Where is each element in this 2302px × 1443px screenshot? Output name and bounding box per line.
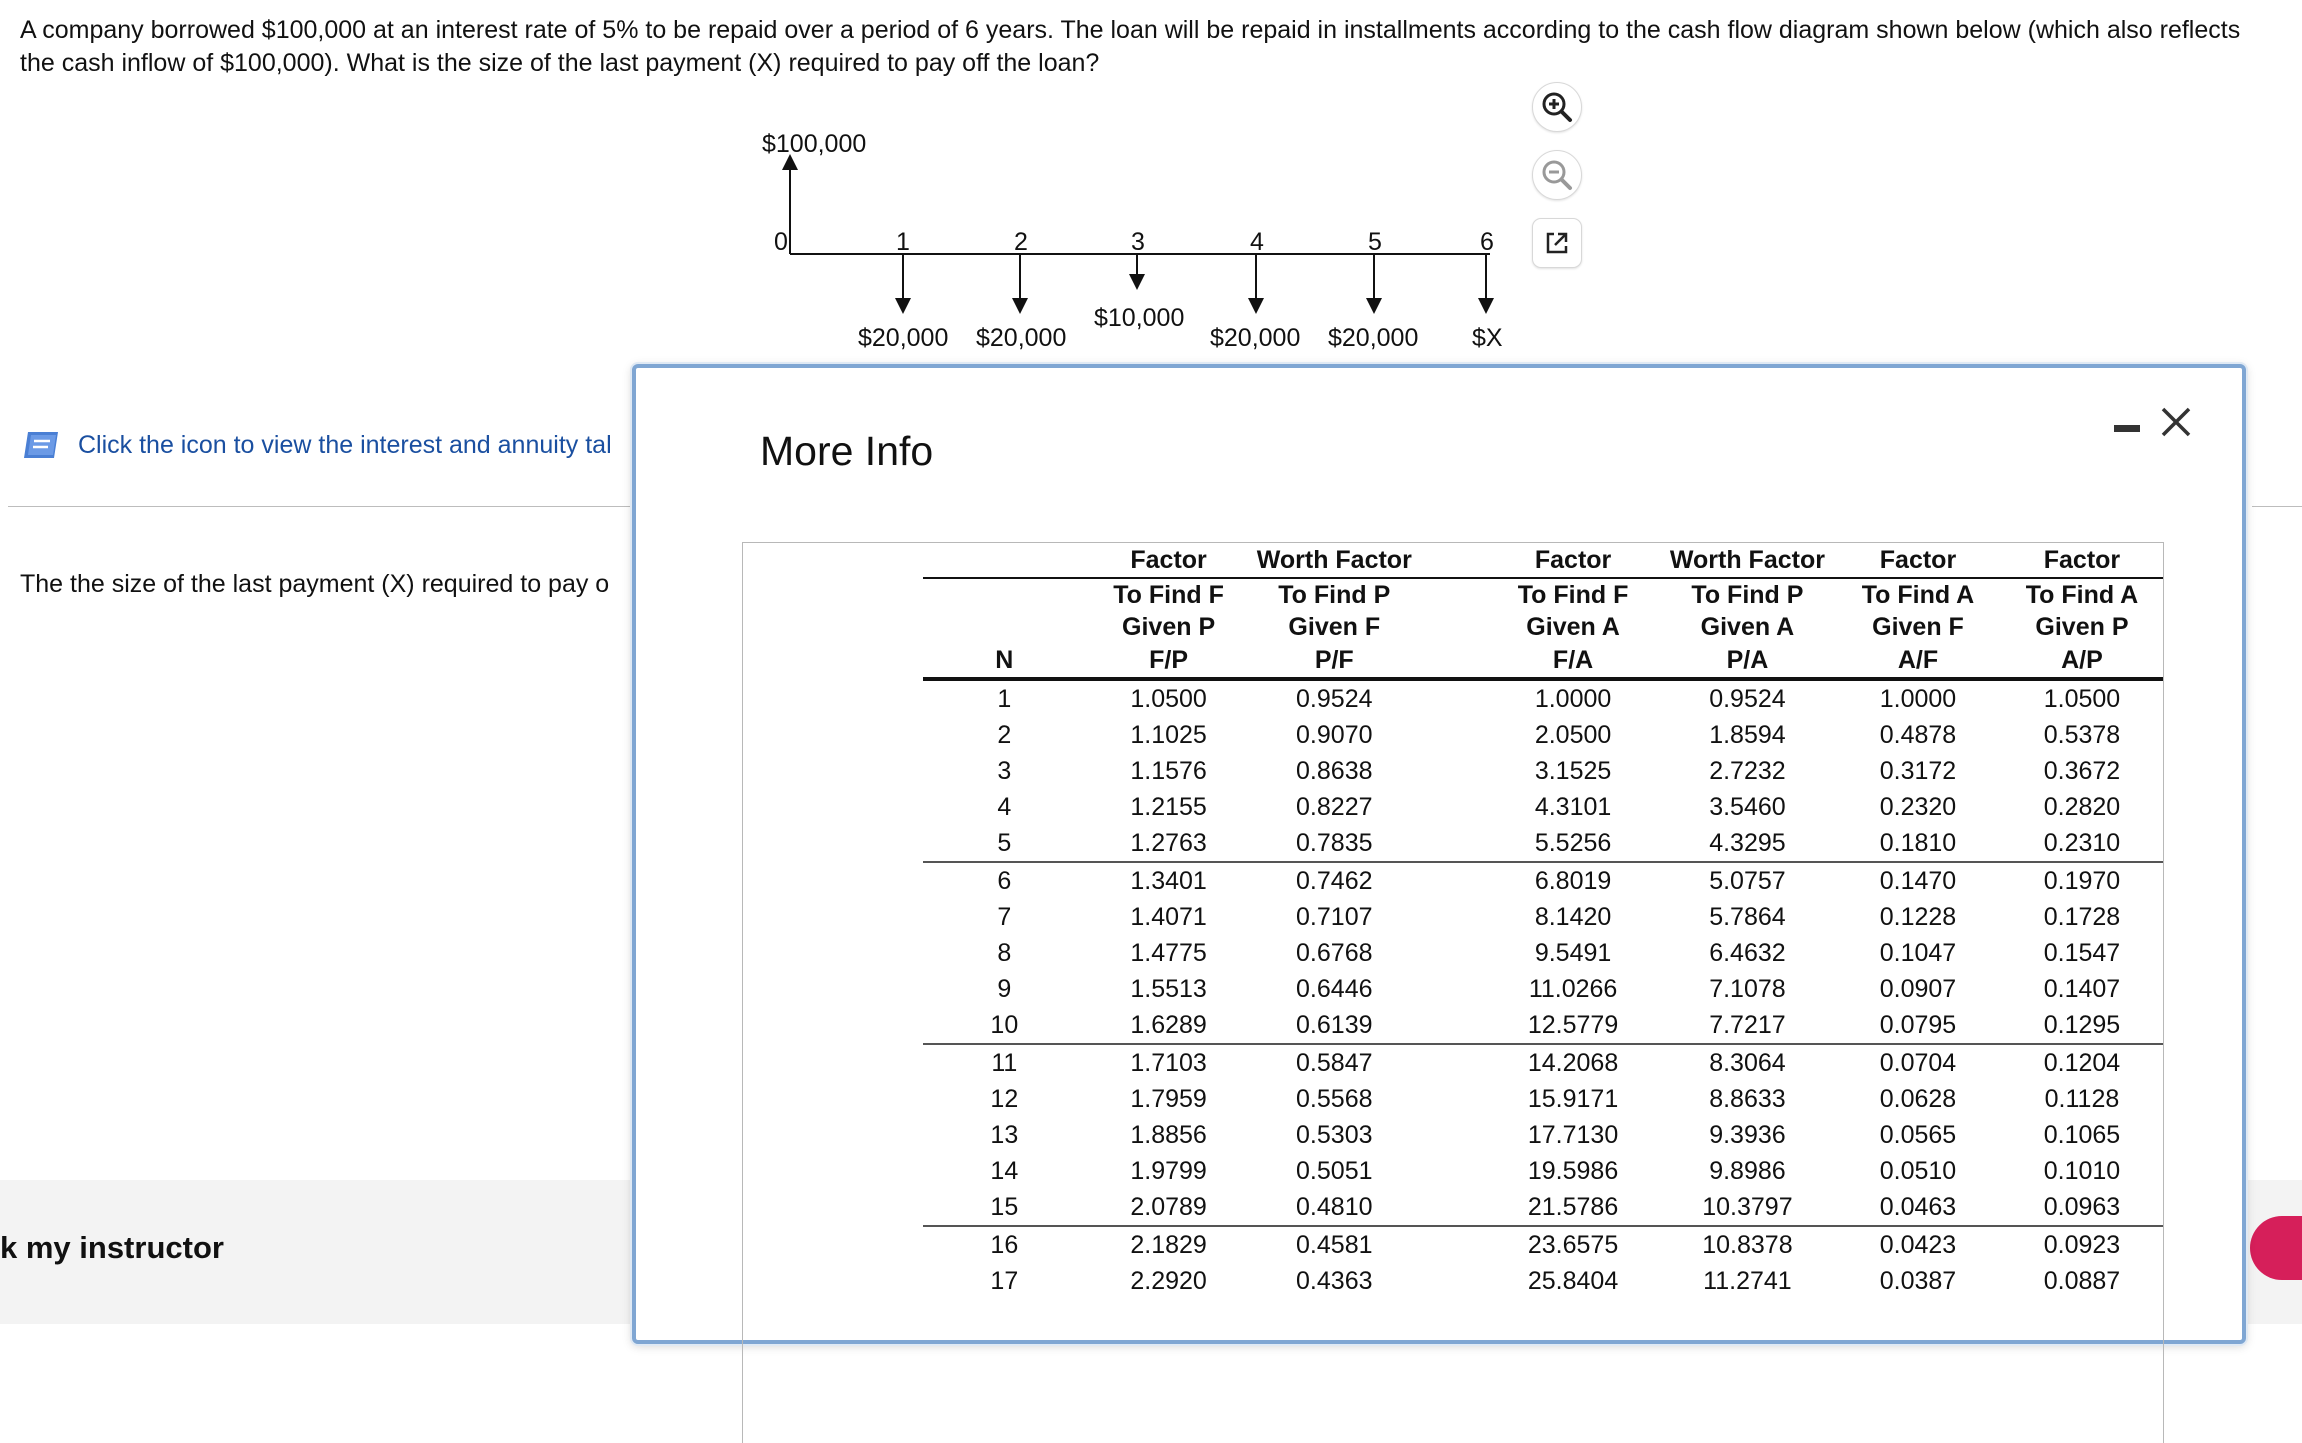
header-af: A/F — [1835, 643, 2001, 679]
cell-ap: 1.0500 — [2043, 684, 2121, 713]
cell-fa: 25.8404 — [1527, 1266, 1619, 1295]
cell-af: 0.3172 — [1879, 756, 1957, 785]
cell-pa: 10.8378 — [1702, 1230, 1793, 1259]
cell-pf: 0.5051 — [1296, 1156, 1373, 1185]
cell-n: 10 — [923, 1007, 1086, 1044]
header-given-pa: Given A — [1700, 612, 1795, 641]
cell-pf: 0.9070 — [1296, 720, 1373, 749]
answer-prompt: The the size of the last payment (X) required to pay o — [20, 570, 610, 598]
cell-n: 14 — [990, 1156, 1019, 1185]
cell-pa: 1.8594 — [1709, 720, 1786, 749]
inflow-label: $100,000 — [762, 130, 867, 158]
cell-pa: 4.3295 — [1660, 825, 1835, 862]
header-given-ap: Given P — [2035, 612, 2129, 641]
header-top-pf: Worth Factor — [1251, 543, 1417, 578]
period-label-4: 4 — [1250, 228, 1264, 256]
header-top-fp: Factor — [1086, 543, 1252, 578]
table-row — [923, 679, 2163, 717]
header-find-af: To Find A — [1861, 580, 1975, 609]
header-pf: P/F — [1251, 643, 1417, 679]
cell-ap: 0.1970 — [2043, 866, 2121, 895]
cell-pf: 0.5568 — [1296, 1084, 1373, 1113]
cell-pa: 10.3797 — [1660, 1189, 1835, 1226]
zoom-in-button[interactable] — [1532, 82, 1582, 132]
cell-fa: 14.2068 — [1527, 1048, 1619, 1077]
cell-fp: 1.2155 — [1130, 792, 1207, 821]
header-top-ap: Factor — [2001, 543, 2163, 578]
period-label-0: 0 — [774, 228, 788, 256]
zoom-out-icon — [1540, 158, 1574, 192]
cell-fp: 1.2763 — [1086, 825, 1252, 862]
divider-right — [2252, 506, 2302, 507]
table-row — [923, 717, 2163, 753]
cell-af: 0.1810 — [1835, 825, 2001, 862]
cell-n: 13 — [990, 1120, 1019, 1149]
cell-fp: 1.1025 — [1130, 720, 1207, 749]
minimize-button[interactable] — [2114, 425, 2140, 432]
cell-af: 0.0795 — [1835, 1007, 2001, 1044]
cell-fa: 11.0266 — [1528, 974, 1618, 1003]
cell-fa: 19.5986 — [1527, 1156, 1619, 1185]
cell-ap: 0.3672 — [2043, 756, 2121, 785]
factor-table-frame — [742, 542, 2164, 1443]
cell-pf: 0.7107 — [1296, 902, 1373, 931]
cell-n: 4 — [997, 792, 1012, 821]
more-info-dialog — [632, 364, 2246, 1344]
cell-pa: 8.3064 — [1709, 1048, 1786, 1077]
cell-ap: 0.1010 — [2043, 1156, 2121, 1185]
cell-ap: 0.0887 — [2043, 1266, 2121, 1295]
header-pa: P/A — [1660, 643, 1835, 679]
cell-fa: 6.8019 — [1534, 866, 1612, 895]
cell-af: 0.1047 — [1879, 938, 1957, 967]
cell-pa: 0.9524 — [1709, 684, 1786, 713]
header-top-pa: Worth Factor — [1660, 543, 1835, 578]
cell-fp: 1.6289 — [1086, 1007, 1252, 1044]
header-fa: F/A — [1486, 643, 1660, 679]
cell-ap: 0.1295 — [2001, 1007, 2163, 1044]
cell-pf: 0.7835 — [1251, 825, 1417, 862]
cell-fp: 1.7959 — [1130, 1084, 1207, 1113]
cell-fa: 8.1420 — [1534, 902, 1612, 931]
cell-n: 2 — [997, 720, 1012, 749]
cell-af: 0.0463 — [1835, 1189, 2001, 1226]
table-row — [923, 753, 2163, 789]
header-n: N — [923, 643, 1086, 679]
cell-pa: 7.7217 — [1660, 1007, 1835, 1044]
book-icon — [22, 430, 62, 460]
cell-n: 8 — [997, 938, 1012, 967]
period-label-6: 6 — [1480, 228, 1494, 256]
cell-fp: 2.2920 — [1130, 1266, 1207, 1295]
cell-n: 17 — [990, 1266, 1019, 1295]
factor-table-body — [923, 679, 2163, 1299]
cell-fa: 17.7130 — [1527, 1120, 1619, 1149]
cell-af: 0.4878 — [1879, 720, 1957, 749]
header-given-pf: Given F — [1288, 612, 1381, 641]
ask-instructor-button[interactable]: k my instructor — [0, 1230, 224, 1265]
table-row — [923, 1263, 2163, 1299]
cell-af: 0.0510 — [1879, 1156, 1957, 1185]
cell-pf: 0.7462 — [1296, 866, 1373, 895]
popout-button[interactable] — [1532, 218, 1582, 268]
cell-af: 1.0000 — [1879, 684, 1957, 713]
zoom-in-icon — [1540, 90, 1574, 124]
cell-pa: 6.4632 — [1709, 938, 1786, 967]
cell-fa: 4.3101 — [1534, 792, 1612, 821]
cell-fa: 5.5256 — [1486, 825, 1660, 862]
cell-ap: 0.2820 — [2043, 792, 2121, 821]
cell-gap — [1417, 1263, 1486, 1299]
cell-n: 9 — [997, 974, 1012, 1003]
cell-pf: 0.9524 — [1296, 684, 1373, 713]
cell-fa: 12.5779 — [1486, 1007, 1660, 1044]
cell-fa: 2.0500 — [1534, 720, 1612, 749]
cell-pf: 0.4581 — [1296, 1230, 1373, 1259]
header-fp: F/P — [1086, 643, 1252, 679]
cell-pf: 0.5303 — [1296, 1120, 1373, 1149]
cell-fp: 1.0500 — [1130, 684, 1207, 713]
interest-table-link[interactable] — [22, 430, 612, 460]
cell-n: 3 — [997, 756, 1012, 785]
cell-pa: 9.8986 — [1709, 1156, 1786, 1185]
interest-factor-table — [923, 543, 2163, 1299]
cell-pf: 0.6446 — [1296, 974, 1373, 1003]
payment-label-x: $X — [1472, 324, 1503, 352]
period-label-1: 1 — [896, 228, 910, 256]
cell-ap: 0.0923 — [2043, 1230, 2121, 1259]
cell-ap: 0.0963 — [2001, 1189, 2163, 1226]
cell-gap — [1417, 1189, 1486, 1226]
cell-fp: 1.7103 — [1130, 1048, 1207, 1077]
cell-fp: 1.3401 — [1130, 866, 1207, 895]
cell-gap — [1417, 825, 1486, 862]
cell-ap: 0.1547 — [2043, 938, 2121, 967]
cell-gap — [1417, 1117, 1486, 1153]
cell-pa: 7.1078 — [1709, 974, 1786, 1003]
header-gap — [1417, 643, 1486, 679]
header-gap — [1417, 611, 1486, 643]
cell-fa: 23.6575 — [1527, 1230, 1619, 1259]
cell-ap: 0.1065 — [2043, 1120, 2121, 1149]
cell-n: 12 — [990, 1084, 1019, 1113]
cell-fp: 1.8856 — [1130, 1120, 1207, 1149]
header-gap — [1417, 578, 1486, 611]
header-given-af: Given F — [1872, 612, 1964, 641]
period-label-2: 2 — [1014, 228, 1028, 256]
cell-ap: 0.1728 — [2043, 902, 2121, 931]
cell-fp: 1.5513 — [1130, 974, 1207, 1003]
cell-fa: 3.1525 — [1534, 756, 1612, 785]
cell-fa: 1.0000 — [1534, 684, 1612, 713]
interest-table-link-text[interactable]: Click the icon to view the interest and annuity tal — [78, 430, 612, 459]
cell-pf: 0.4363 — [1296, 1266, 1373, 1295]
header-find-pa: To Find P — [1691, 580, 1804, 609]
table-row — [923, 1081, 2163, 1117]
cell-gap — [1417, 862, 1486, 899]
cell-af: 0.0628 — [1879, 1084, 1957, 1113]
payment-label-1: $20,000 — [858, 324, 949, 352]
cell-fa: 9.5491 — [1534, 938, 1612, 967]
cell-fa: 15.9171 — [1527, 1084, 1619, 1113]
table-header-row — [923, 643, 2163, 679]
header-find-pf: To Find P — [1278, 580, 1391, 609]
cell-n: 6 — [997, 866, 1012, 895]
cell-fp: 1.4071 — [1130, 902, 1207, 931]
cell-pa: 5.7864 — [1709, 902, 1786, 931]
popout-icon — [1542, 228, 1572, 258]
cell-n: 11 — [991, 1048, 1018, 1077]
header-given-fp: Given P — [1122, 612, 1216, 641]
cell-af: 0.1470 — [1879, 866, 1957, 895]
payment-label-5: $20,000 — [1328, 324, 1419, 352]
table-header-row — [923, 611, 2163, 643]
cell-gap — [1417, 1226, 1486, 1263]
cell-ap: 0.1128 — [2044, 1084, 2120, 1113]
cell-pf: 0.6768 — [1296, 938, 1373, 967]
cell-pa: 2.7232 — [1709, 756, 1786, 785]
cell-pa: 9.3936 — [1709, 1120, 1786, 1149]
table-row — [923, 1007, 2163, 1044]
cell-pf: 0.4810 — [1251, 1189, 1417, 1226]
cell-pf: 0.5847 — [1296, 1048, 1373, 1077]
cell-ap: 0.1204 — [2043, 1048, 2121, 1077]
question-text: A company borrowed $100,000 at an interest rate of 5% to be repaid over a period of 6 years. The loan will be repaid in installments according to the cash flow diagram shown below (which also reflects the cash inflow of $100,000). What is the size of the last payment (X) required to pay off the loan? — [20, 16, 2241, 77]
cell-gap — [1417, 753, 1486, 789]
zoom-out-button[interactable] — [1532, 150, 1582, 200]
cell-af: 0.0423 — [1879, 1230, 1957, 1259]
table-header-row — [923, 578, 2163, 611]
cell-pa: 8.8633 — [1709, 1084, 1786, 1113]
cell-ap: 0.2310 — [2001, 825, 2163, 862]
payment-label-4: $20,000 — [1210, 324, 1301, 352]
cell-af: 0.0907 — [1879, 974, 1957, 1003]
divider — [8, 506, 636, 507]
cash-flow-diagram — [760, 130, 1520, 370]
cell-gap — [1417, 971, 1486, 1007]
cell-pf: 0.8227 — [1296, 792, 1373, 821]
payment-label-2: $20,000 — [976, 324, 1067, 352]
header-given-fa: Given A — [1526, 612, 1620, 641]
table-row — [923, 1189, 2163, 1226]
cell-ap: 0.5378 — [2043, 720, 2121, 749]
cell-n: 5 — [923, 825, 1086, 862]
table-row — [923, 935, 2163, 971]
cell-af: 0.2320 — [1879, 792, 1957, 821]
header-blank — [923, 543, 1086, 578]
cell-pa: 3.5460 — [1709, 792, 1786, 821]
header-ap: A/P — [2001, 643, 2163, 679]
table-row — [923, 1117, 2163, 1153]
payment-label-3: $10,000 — [1094, 304, 1185, 332]
header-find-ap: To Find A — [2025, 580, 2139, 609]
cell-n: 16 — [990, 1230, 1019, 1259]
table-row — [923, 1044, 2163, 1081]
cell-fp: 1.9799 — [1130, 1156, 1207, 1185]
close-icon[interactable] — [2158, 404, 2194, 440]
cell-fp: 2.1829 — [1130, 1230, 1207, 1259]
header-find-fa: To Find F — [1517, 580, 1629, 609]
cell-gap — [1417, 1153, 1486, 1189]
cell-n: 7 — [997, 902, 1012, 931]
table-row — [923, 862, 2163, 899]
cell-gap — [1417, 717, 1486, 753]
table-row — [923, 825, 2163, 862]
cell-pa: 5.0757 — [1709, 866, 1786, 895]
cell-gap — [1417, 679, 1486, 717]
cell-pf: 0.8638 — [1296, 756, 1373, 785]
table-row — [923, 1153, 2163, 1189]
cell-af: 0.0387 — [1879, 1266, 1957, 1295]
cell-gap — [1417, 1044, 1486, 1081]
cell-af: 0.0565 — [1879, 1120, 1957, 1149]
cell-fp: 1.1576 — [1130, 756, 1207, 785]
header-gap — [1417, 543, 1486, 578]
table-header-row — [923, 543, 2163, 578]
period-label-3: 3 — [1131, 228, 1145, 256]
cell-af: 0.0704 — [1879, 1048, 1957, 1077]
cell-n: 1 — [997, 684, 1012, 713]
cell-af: 0.1228 — [1879, 902, 1957, 931]
table-row — [923, 971, 2163, 1007]
cell-fa: 21.5786 — [1486, 1189, 1660, 1226]
header-find-fp: To Find F — [1113, 580, 1224, 609]
cell-gap — [1417, 1007, 1486, 1044]
cell-ap: 0.1407 — [2043, 974, 2121, 1003]
table-row — [923, 789, 2163, 825]
cell-gap — [1417, 789, 1486, 825]
table-row — [923, 1226, 2163, 1263]
cell-gap — [1417, 899, 1486, 935]
dialog-title: More Info — [760, 428, 934, 474]
cell-gap — [1417, 935, 1486, 971]
cell-gap — [1417, 1081, 1486, 1117]
cell-n: 15 — [923, 1189, 1086, 1226]
header-blank — [923, 578, 1086, 611]
cell-pa: 11.2741 — [1703, 1266, 1792, 1295]
header-blank — [923, 611, 1086, 643]
period-label-5: 5 — [1368, 228, 1382, 256]
cell-pf: 0.6139 — [1251, 1007, 1417, 1044]
table-row — [923, 899, 2163, 935]
cell-fp: 1.4775 — [1130, 938, 1207, 967]
cell-fp: 2.0789 — [1086, 1189, 1252, 1226]
header-top-af: Factor — [1835, 543, 2001, 578]
header-top-fa: Factor — [1486, 543, 1660, 578]
